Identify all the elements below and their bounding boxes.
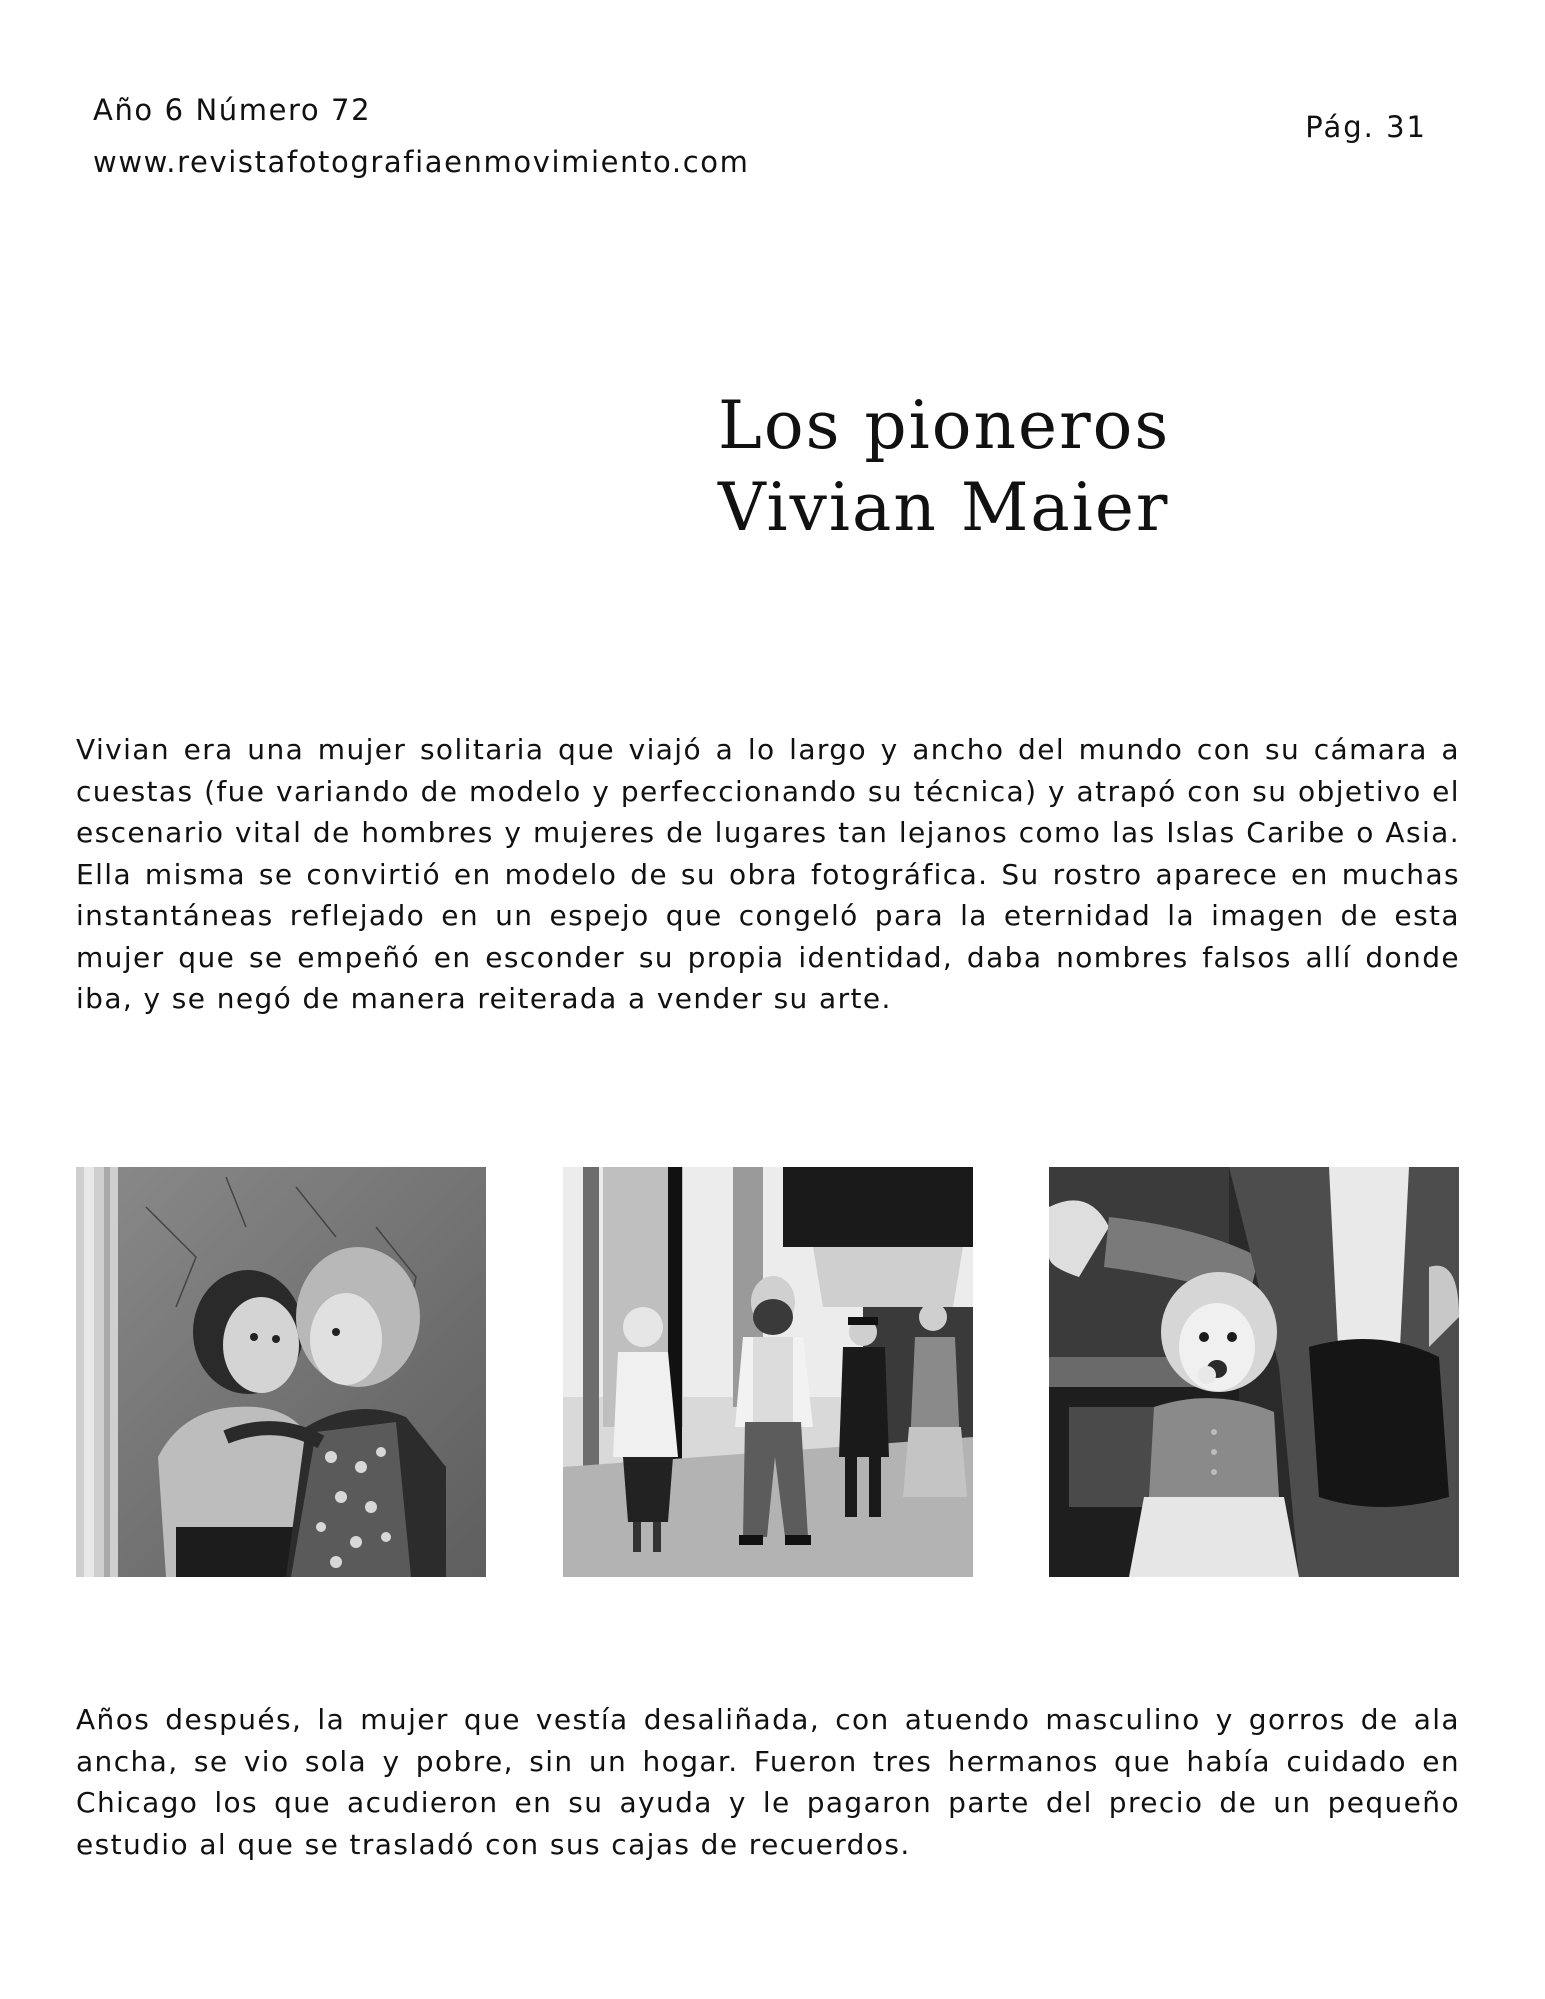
article-title <box>718 385 1170 549</box>
issue-number: Año 6 Número 72 <box>93 93 372 127</box>
photo-street-man-icon <box>563 1167 973 1577</box>
photo-crying-child <box>1049 1167 1459 1577</box>
website-url[interactable]: www.revistafotografiaenmovimiento.com <box>93 145 750 179</box>
photo-crying-child-icon <box>1049 1167 1459 1577</box>
article-paragraph-2: Años después, la mujer que vestía desaliñada, con atuendo masculino y gorros de ala ancha, se vio sola y pobre, sin un hogar. Fueron tres hermanos que había cuidado en Chicago los que acudieron en su ayuda y le pagaron parte del precio de un pequeño estudio al que se trasladó con sus cajas de recuerdos. <box>76 1703 1460 1861</box>
page-number: Pág. 31 <box>1305 110 1427 144</box>
photo-two-girls <box>76 1167 486 1577</box>
photo-street-man <box>563 1167 973 1577</box>
article-paragraph-1: Vivian era una mujer solitaria que viajó a lo largo y ancho del mundo con su cámara a cuestas (fue variando de modelo y perfeccionando su técnica) y atrapó con su objetivo el escenario vital de hombres y mujeres de lugares tan lejanos como las Islas Caribe o Asia. Ella misma se convirtió en modelo de su obra fotográfica. Su rostro aparece en muchas instantáneas reflejado en un espejo que congeló para la eternidad la imagen de esta mujer que se empeñó en esconder su propia identidad, daba nombres falsos allí donde iba, y se negó de manera reiterada a vender su arte. <box>76 733 1460 1015</box>
photo-two-girls-icon <box>76 1167 486 1577</box>
title-line-1: Los pioneros <box>718 387 1171 464</box>
header-info <box>93 84 749 188</box>
title-line-2: Vivian Maier <box>718 469 1170 546</box>
